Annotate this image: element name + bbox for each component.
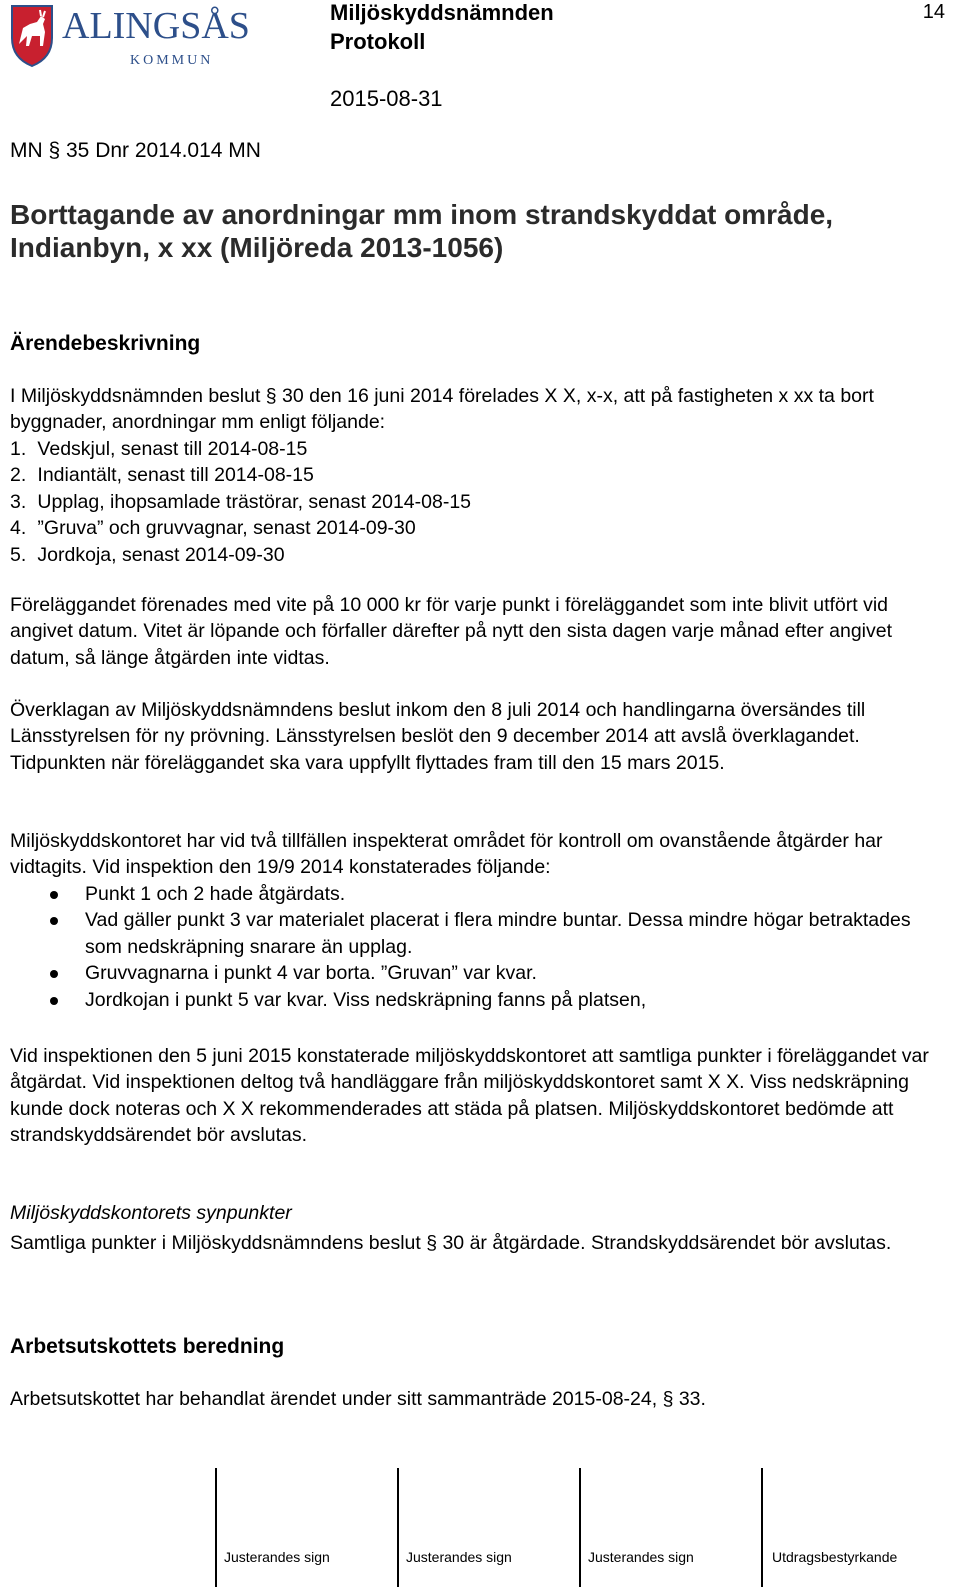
document-type: Protokoll [330,29,426,54]
numbered-list [10,436,945,568]
signature-divider [215,1468,217,1587]
list-item: Vad gäller punkt 3 var materialet placerat i flera mindre buntar. Dessa mindre högar betraktades som nedskräpning snarare än upplag. [10,907,945,960]
list-item: Jordkojan i punkt 5 var kvar. Viss nedskräpning fanns på platsen, [10,987,945,1013]
list-item: 2. Indiantält, senast till 2014-08-15 [10,464,314,487]
signature-label: Justerandes sign [406,1549,512,1565]
signature-label: Justerandes sign [224,1549,330,1565]
municipality-logo [10,2,290,68]
signature-label: Justerandes sign [588,1549,694,1565]
followup-paragraph: Vid inspektionen den 5 juni 2015 konstaterade miljöskyddskontoret att samtliga punkter i föreläggandet var åtgärdat. Vid inspektionen deltog två handläggare från miljöskyddskontoret samt X X. Viss nedskräpning kunde dock noteras och X X rekommenderades att städa på platsen. Miljöskyddskontoret bedömde att strandskyddsärendet bör avslutas. [10,1045,929,1147]
signature-divider [761,1468,763,1587]
appeal-paragraph: Överklagan av Miljöskyddsnämndens beslut inkom den 8 juli 2014 och handlingarna översändes till Länsstyrelsen för ny prövning. Länsstyrelsen beslöt den 9 december 2014 att avslå överklagandet. Tidpunkten när föreläggandet ska vara uppfyllt flyttades fram till den 15 mars 2015. [10,699,866,774]
list-item: Gruvvagnarna i punkt 4 var borta. ”Gruvan” var kvar. [10,960,945,986]
inspection-paragraph: Miljöskyddskontoret har vid två tillfällen inspekterat området för kontroll om ovanstående åtgärder har vidtagits. Vid inspektion den 19/9 2014 konstaterades följande: [10,830,883,879]
intro-paragraph: I Miljöskyddsnämnden beslut § 30 den 16 juni 2014 förelades X X, x-x, att på fastigheten x xx ta bort byggnader, anordningar mm enligt följande: [10,385,874,434]
list-item: 4. ”Gruva” och gruvvagnar, senast 2014-09-30 [10,517,416,540]
signature-divider [579,1468,581,1587]
list-item: 1. Vedskjul, senast till 2014-08-15 [10,438,308,460]
section-heading-arendebeskrivning: Ärendebeskrivning [10,332,201,355]
page-title: Borttagande av anordningar mm inom strandskyddat område, Indianbyn, x xx (Miljöreda 2013-1056) [10,199,834,263]
list-item: Punkt 1 och 2 hade åtgärdats. [10,881,945,907]
coat-of-arms-icon [10,2,290,68]
section-heading-beredning: Arbetsutskottets beredning [10,1335,285,1358]
subheading-synpunkter: Miljöskyddskontorets synpunkter [10,1202,292,1224]
findings-list [10,881,945,1013]
committee-name: Miljöskyddsnämnden [330,0,554,25]
meeting-date: 2015-08-31 [330,86,443,111]
beredning-paragraph: Arbetsutskottet har behandlat ärendet under sitt sammanträde 2015-08-24, § 33. [10,1388,706,1410]
list-item: 3. Upplag, ihopsamlade trästörar, senast 2014-08-15 [10,490,472,513]
page-number: 14 [922,1,945,23]
case-reference: MN § 35 Dnr 2014.014 MN [10,139,261,162]
signature-divider [397,1468,399,1587]
svg-text:KOMMUN: KOMMUN [130,53,214,68]
list-item: 5. Jordkoja, senast 2014-09-30 [10,543,285,566]
penalty-paragraph: Föreläggandet förenades med vite på 10 000 kr för varje punkt i föreläggandet som inte blivit utfört vid angivet datum. Vitet är löpande och förfaller därefter på nytt den sista dagen varje månad efter angivet datum, så länge åtgärden inte vidtas. [10,594,893,669]
signature-label: Utdragsbestyrkande [772,1549,898,1565]
svg-text:ALINGSÅS: ALINGSÅS [62,5,250,47]
synpunkter-paragraph: Samtliga punkter i Miljöskyddsnämndens beslut § 30 är åtgärdade. Strandskyddsärendet bör avslutas. [10,1232,892,1254]
